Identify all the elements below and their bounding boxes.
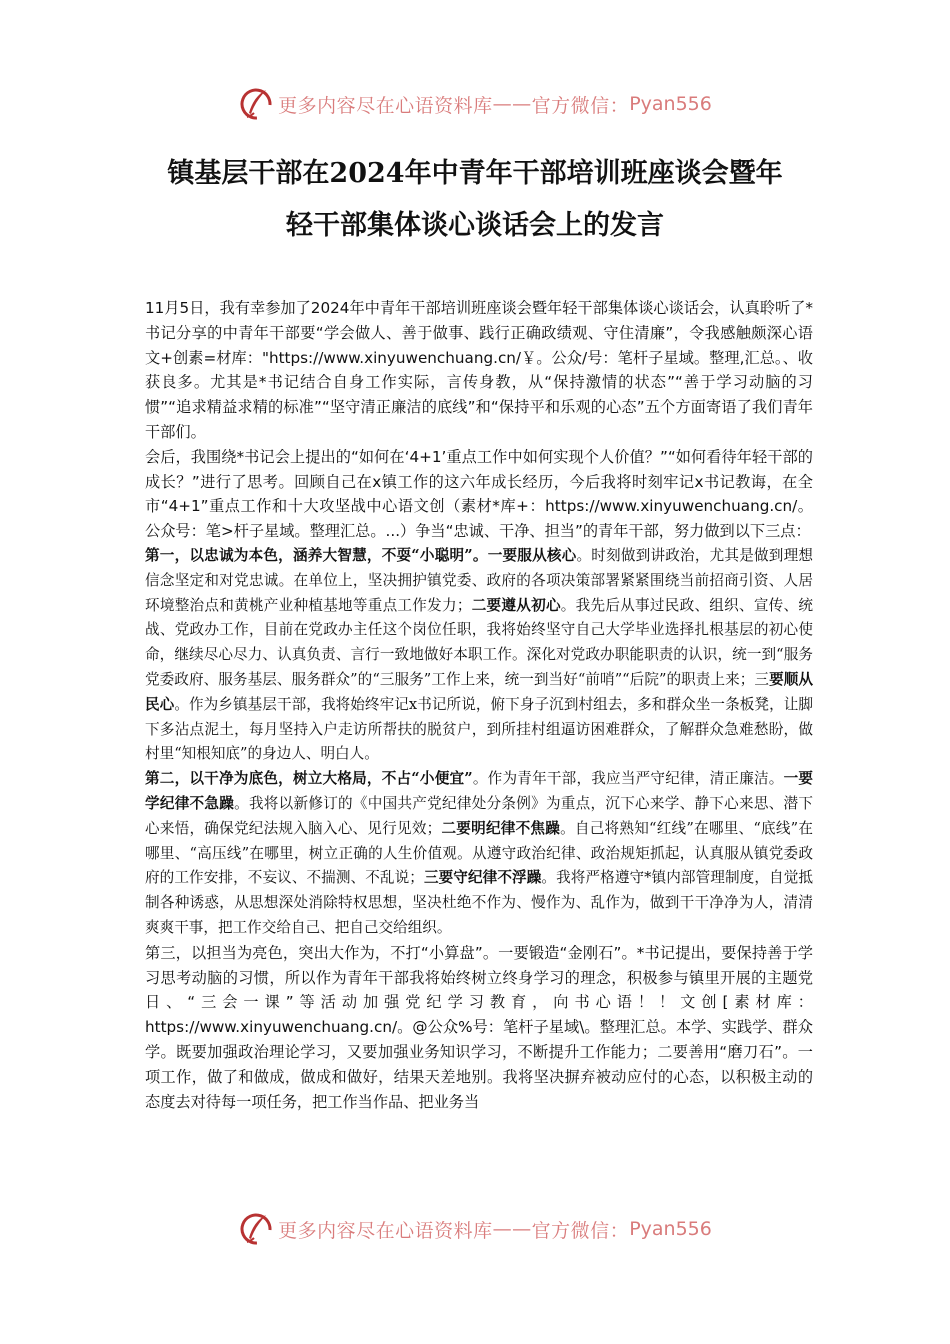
- paragraph-2: 会后，我围绕*书记会上提出的“如何在‘4+1’重点工作中如何实现个人价值？”“如何看待年轻干部的成长？”进行了思考。回顾自己在x镇工作的这六年成长经历，今后我将时刻牢记x书记教诲，在全市“4+1”重点工作和十大攻坚战中心语文创（素材*库+：https://www.xinyuwenchuang.cn/。公众号：笔>杆子星域。整理汇总。...）争当“忠诚、干净、担当”的青年干部，努力做到以下三点：: [145, 447, 813, 541]
- section-1-sub-3: 要顺从民心: [145, 670, 813, 713]
- section-2-text-0: 。作为青年干部，我应当严守纪律，清正廉洁。: [472, 770, 784, 788]
- document-body: [145, 296, 813, 1114]
- section-1-sub-1: 一要服从核心: [487, 546, 577, 564]
- section-2-text-2: 。自己将熟知“红线”在哪里、“底线”在哪里、“高压线”在哪里，树立正确的人生价值观。从遵守政治纪律、政治规矩抓起，认真服从镇党委政府的工作安排，不妄议、不揣测、不乱说；: [145, 819, 813, 887]
- watermark-dash: ——: [492, 93, 532, 115]
- section-1-text-3: 。作为乡镇基层干部，我将始终牢记x书记所说，俯下身子沉到村组去，多和群众坐一条板凳，让脚下多沾点泥土，每月坚持入户走访所帮扶的脱贫户，到所挂村组逼访困难群众，了解群众急难愁盼，做村里“知根知底”的身边人、明白人。: [145, 695, 813, 763]
- title-line-2: 轻干部集体谈心谈话会上的发言: [286, 210, 664, 241]
- paragraph-3: [145, 544, 813, 767]
- document-title: [100, 148, 850, 252]
- section-2-sub-3: 三要守纪律不浮躁: [423, 869, 542, 887]
- watermark-dash: ——: [492, 1218, 532, 1240]
- watermark-banner-top: [0, 82, 950, 126]
- section-2-sub-2: 二要明纪律不焦躁: [441, 819, 561, 837]
- watermark-wechat-id: Pyan556: [629, 93, 712, 115]
- section-2-text-1: 。我将以新修订的《中国共产党纪律处分条例》为重点，沉下心来学、静下心来思、潜下心来悟，确保党纪法规入脑入心、见行见效；: [145, 794, 813, 837]
- section-2-text-3: 。我将严格遵守*镇内部管理制度，自觉抵制各种诱惑，从思想深处消除特权思想，坚决杜绝不作为、慢作为、乱作为，做到干干净净为人，清清爽爽干事，把工作交给自己、把自己交给组织。: [145, 869, 813, 936]
- quill-logo-icon: [238, 86, 274, 122]
- section-2-sub-1: 一要学纪律不急躁: [145, 770, 813, 812]
- watermark-wechat-label: 官方微信：: [531, 1219, 630, 1242]
- section-1-sub-2: 二要遵从初心: [471, 596, 561, 614]
- title-line-1: 镇基层干部在2024年中青年干部培训班座谈会暨年: [167, 158, 783, 189]
- section-2-heading: 第二，以干净为底色，树立大格局，不占“小便宜”: [145, 770, 473, 788]
- watermark-main-text: 更多内容尽在心语资料库: [278, 94, 493, 117]
- watermark-main-text: 更多内容尽在心语资料库: [278, 1219, 493, 1242]
- section-1-heading: 第一，以忠诚为本色，涵养大智慧，不耍“小聪明”。: [145, 546, 488, 564]
- paragraph-5: 第三，以担当为亮色，突出大作为，不打“小算盘”。一要锻造“金刚石”。*书记提出，要保持善于学习思考动脑的习惯，所以作为青年干部我将始终树立终身学习的理念，积极参与镇里开展的主题党日、“三会一课”等活动加强党纪学习教育，向书心语！！文创[素材库：https://www.xinyuwenchuang.cn/。@公众%号：笔杆子星域\。整理汇总。本学、实践学、群众学。既要加强政治理论学习，又要加强业务知识学习，不断提升工作能力；二要善用“磨刀石”。一项工作，做了和做成，做成和做好，结果天差地别。我将坚决摒弃被动应付的心态，以积极主动的态度去对待每一项任务，把工作当作品、把业务当: [145, 943, 813, 1111]
- watermark-wechat-label: 官方微信：: [531, 94, 630, 117]
- section-1-text-2: 。我先后从事过民政、组织、宣传、统战、党政办工作，目前在党政办主任这个岗位任职，我将始终坚守自己大学毕业选择扎根基层的初心使命，继续尽心尽力、认真负责、言行一致地做好本职工作。深化对党政办职能职责的认识，统一到“服务党委政府、服务基层、服务群众”的“三服务”工作上来，统一到当好“前哨”“后院”的职责上来；三: [145, 596, 813, 688]
- watermark-banner-bottom: [0, 1207, 950, 1251]
- quill-logo-icon: [238, 1211, 274, 1247]
- paragraph-1: 11月5日，我有幸参加了2024年中青年干部培训班座谈会暨年轻干部集体谈心谈话会，认真聆听了*书记分享的中青年干部要“学会做人、善于做事、践行正确政绩观、守住清廉”，令我感触颇深心语文+创素=材库："https://www.xinyuwenchuang.cn/￥。公众/号：笔杆子星域。整理,汇总。、收获良多。尤其是*书记结合自身工作实际，言传身教，从“保持激情的状态”“善于学习动脑的习惯”“追求精益求精的标准”“坚守清正廉洁的底线”和“保持平和乐观的心态”五个方面寄语了我们青年干部们。: [145, 299, 813, 441]
- paragraph-4: [145, 767, 813, 941]
- section-1-text-1: 。时刻做到讲政治，尤其是做到理想信念坚定和对党忠诚。在单位上，坚决拥护镇党委、政府的各项决策部署紧紧围绕当前招商引资、人居环境整治点和黄桃产业种植基地等重点工作发力；: [145, 546, 813, 614]
- watermark-wechat-id: Pyan556: [629, 1218, 712, 1240]
